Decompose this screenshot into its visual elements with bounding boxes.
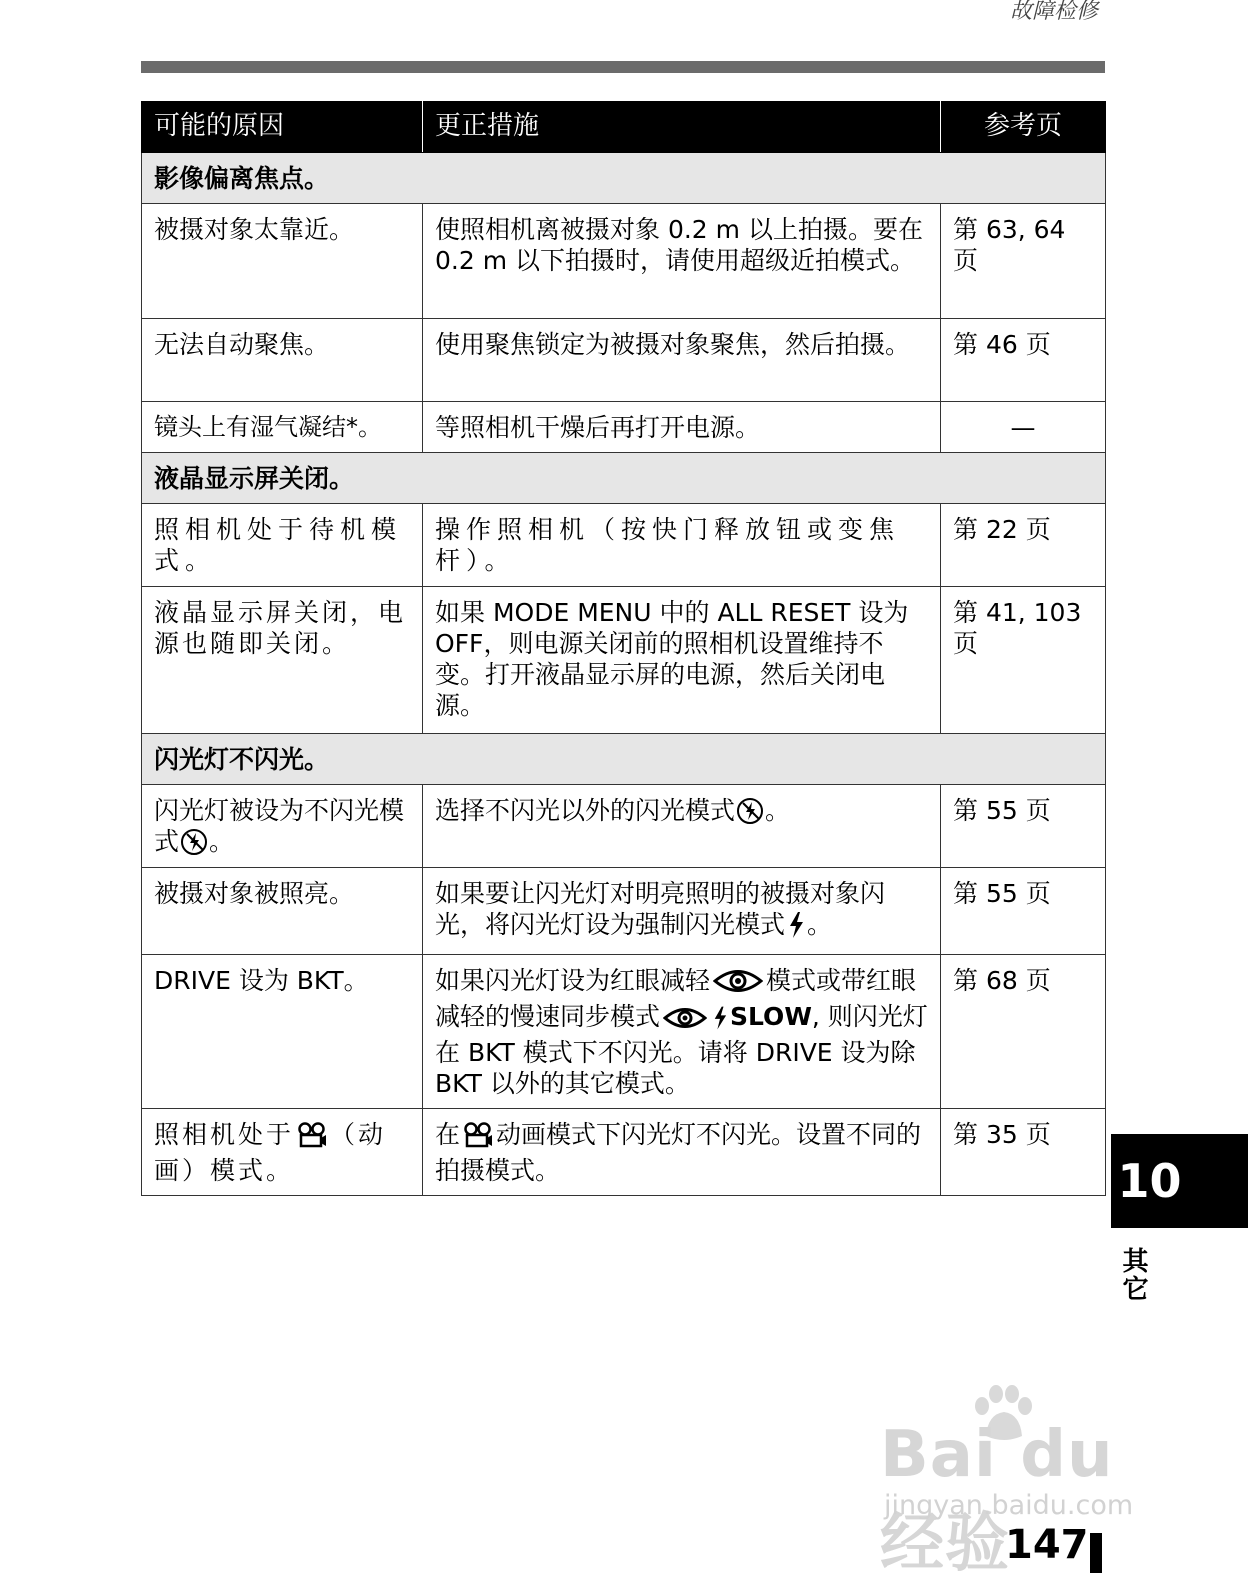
table-row xyxy=(142,785,1106,868)
fix-text-mid: 模式或带红眼减轻的慢速同步模式 xyxy=(435,966,917,1031)
column-header-cause: 可能的原因 xyxy=(142,102,423,153)
header-rule xyxy=(141,61,1105,73)
table-row xyxy=(142,955,1106,1109)
ref-cell: 第 55 页 xyxy=(941,785,1106,868)
fix-text-end: , 则闪光灯在 BKT 模式下不闪光。请将 DRIVE 设为除 BKT 以外的其它模式。 xyxy=(435,1002,928,1098)
page-number: 147 xyxy=(1005,1522,1089,1568)
slow-sync-label: SLOW xyxy=(730,1002,812,1031)
ref-cell: 第 22 页 xyxy=(941,504,1106,587)
fix-text: 如果要让闪光灯对明亮照明的被摄对象闪光，将闪光灯设为强制闪光模式 xyxy=(435,879,886,939)
force-flash-icon xyxy=(788,912,804,945)
fix-text-end: 。 xyxy=(807,910,833,939)
chapter-label: 其它 xyxy=(1118,1247,1148,1303)
table-row xyxy=(142,504,1106,587)
fix-cell: 操作照相机（按快门释放钮或变焦杆）。 xyxy=(423,504,941,587)
fix-text-end: 。 xyxy=(765,796,791,825)
cause-text: 照相机处于 xyxy=(154,1120,295,1149)
section-title: 闪光灯不闪光。 xyxy=(142,734,1106,785)
flash-off-icon xyxy=(737,798,763,824)
table-row xyxy=(142,1109,1106,1196)
cause-cell xyxy=(142,785,423,868)
fix-text: 在 xyxy=(435,1120,461,1149)
ref-cell: 第 68 页 xyxy=(941,955,1106,1109)
fix-text-end: 动画模式下闪光灯不闪光。设置不同的拍摄模式。 xyxy=(435,1120,922,1185)
fix-text: 选择不闪光以外的闪光模式 xyxy=(435,796,736,825)
fix-cell: 如果 MODE MENU 中的 ALL RESET 设为 OFF，则电源关闭前的照相机设置维持不变。打开液晶显示屏的电源，然后关闭电源。 xyxy=(423,587,941,734)
cause-cell: 被摄对象太靠近。 xyxy=(142,204,423,319)
cause-cell: DRIVE 设为 BKT。 xyxy=(142,955,423,1109)
column-header-fix: 更正措施 xyxy=(423,102,941,153)
cause-text-end: （动画）模式。 xyxy=(154,1120,387,1185)
ref-cell: 第 41, 103 页 xyxy=(941,587,1106,734)
table-row xyxy=(142,868,1106,955)
column-header-ref: 参考页 xyxy=(941,102,1106,153)
fix-cell xyxy=(423,1109,941,1196)
flash-off-icon xyxy=(181,829,207,855)
movie-icon xyxy=(463,1122,493,1155)
ref-cell: 第 63, 64 页 xyxy=(941,204,1106,319)
fix-cell xyxy=(423,955,941,1109)
troubleshooting-table xyxy=(141,101,1106,1196)
fix-cell: 使照相机离被摄对象 0.2 m 以上拍摄。要在 0.2 m 以下拍摄时，请使用超级近拍模式。 xyxy=(423,204,941,319)
fix-cell xyxy=(423,785,941,868)
cause-cell: 照相机处于待机模式。 xyxy=(142,504,423,587)
table-row xyxy=(142,319,1106,402)
running-header: 故障检修 xyxy=(1009,0,1098,24)
cause-text-end: 。 xyxy=(209,827,235,856)
cause-cell: 镜头上有湿气凝结*。 xyxy=(142,402,423,453)
section-row xyxy=(142,734,1106,785)
section-row xyxy=(142,153,1106,204)
fix-cell: 使用聚焦锁定为被摄对象聚焦，然后拍摄。 xyxy=(423,319,941,402)
ref-cell: 第 35 页 xyxy=(941,1109,1106,1196)
table-row xyxy=(142,402,1106,453)
watermark-brand: Bai du 经验 xyxy=(880,1418,1114,1581)
page-marker-bar xyxy=(1090,1533,1102,1573)
red-eye-icon xyxy=(713,968,763,1001)
cause-cell: 无法自动聚焦。 xyxy=(142,319,423,402)
fix-text: 如果闪光灯设为红眼减轻 xyxy=(435,966,711,995)
table-row xyxy=(142,587,1106,734)
cause-cell: 被摄对象被照亮。 xyxy=(142,868,423,955)
red-eye-icon xyxy=(663,1006,707,1037)
section-row xyxy=(142,453,1106,504)
force-flash-icon xyxy=(713,1006,727,1037)
ref-cell: 第 55 页 xyxy=(941,868,1106,955)
cause-text: 闪光灯被设为不闪光模式 xyxy=(154,796,405,856)
chapter-tab: 10 xyxy=(1111,1134,1248,1228)
section-title: 液晶显示屏关闭。 xyxy=(142,453,1106,504)
movie-icon xyxy=(297,1122,327,1155)
table-row xyxy=(142,204,1106,319)
cause-cell xyxy=(142,1109,423,1196)
fix-cell xyxy=(423,868,941,955)
watermark-url: jingyan.baidu.com xyxy=(884,1490,1134,1521)
section-title: 影像偏离焦点。 xyxy=(142,153,1106,204)
ref-cell: — xyxy=(941,402,1106,453)
table-header-row xyxy=(142,102,1106,153)
fix-cell: 等照相机干燥后再打开电源。 xyxy=(423,402,941,453)
ref-cell: 第 46 页 xyxy=(941,319,1106,402)
cause-cell: 液晶显示屏关闭，电源也随即关闭。 xyxy=(142,587,423,734)
